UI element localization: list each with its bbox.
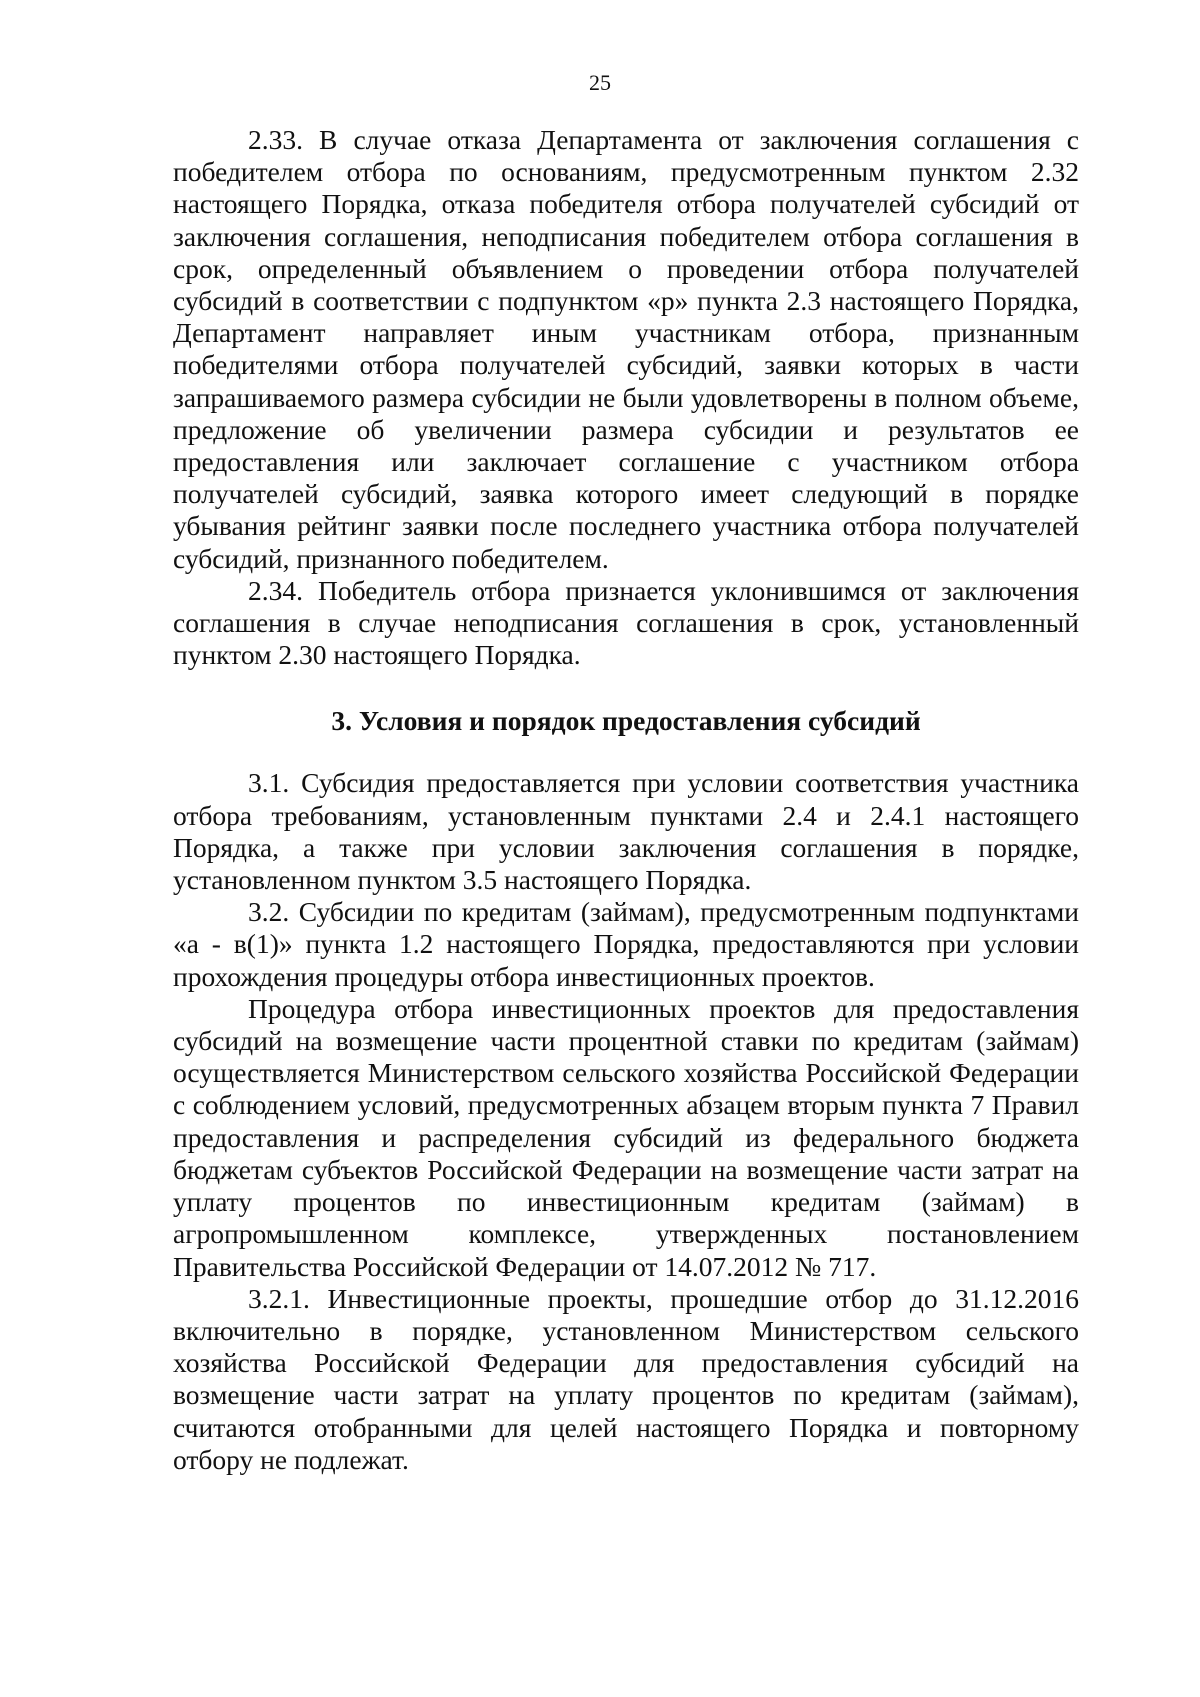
paragraph-3-1: 3.1. Субсидия предоставляется при условии соответствия участника отбора требованиям, установленным пунктами 2.4 и 2.4.1 настоящего Порядка, а также при условии заключения соглашения в порядке, установленном пунктом 3.5 настоящего Порядка.	[173, 767, 1079, 896]
page-number: 25	[589, 70, 611, 95]
document-body	[173, 124, 1079, 1476]
paragraph-3-2-1: 3.2.1. Инвестиционные проекты, прошедшие отбор до 31.12.2016 включительно в порядке, установленном Министерством сельского хозяйства Российской Федерации для предоставления субсидий на возмещение части затрат на уплату процентов по кредитам (займам), считаются отобранными для целей настоящего Порядка и повторному отбору не подлежат.	[173, 1282, 1079, 1475]
paragraph-2-34: 2.34. Победитель отбора признается уклонившимся от заключения соглашения в случае неподписания соглашения в срок, установленный пунктом 2.30 настоящего Порядка.	[173, 574, 1079, 671]
paragraph-2-33: 2.33. В случае отказа Департамента от заключения соглашения с победителем отбора по основаниям, предусмотренным пунктом 2.32 настоящего Порядка, отказа победителя отбора получателей субсидий от заключения соглашения, неподписания победителем отбора соглашения в срок, определенный объявлением о проведении отбора получателей субсидий в соответствии с подпунктом «р» пункта 2.3 настоящего Порядка, Департамент направляет иным участникам отбора, признанным победителями отбора получателей субсидий, заявки которых в части запрашиваемого размера субсидии не были удовлетворены в полном объеме, предложение об увеличении размера субсидии и результатов ее предоставления или заключает соглашение с участником отбора получателей субсидий, заявка которого имеет следующий в порядке убывания рейтинг заявки после последнего участника отбора получателей субсидий, признанного победителем.	[173, 124, 1079, 574]
paragraph-3-2: 3.2. Субсидии по кредитам (займам), предусмотренным подпунктами «а - в(1)» пункта 1.2 настоящего Порядка, предоставляются при условии прохождения процедуры отбора инвестиционных проектов.	[173, 896, 1079, 992]
paragraph-3-2-procedure: Процедура отбора инвестиционных проектов для предоставления субсидий на возмещение части процентной ставки по кредитам (займам) осуществляется Министерством сельского хозяйства Российской Федерации с соблюдением условий, предусмотренных абзацем вторым пункта 7 Правил предоставления и распределения субсидий из федерального бюджета бюджетам субъектов Российской Федерации на возмещение части затрат на уплату процентов по инвестиционным кредитам (займам) в агропромышленном комплексе, утвержденных постановлением Правительства Российской Федерации от 14.07.2012 № 717.	[173, 992, 1079, 1282]
section-heading: 3. Условия и порядок предоставления субсидий	[331, 705, 921, 737]
